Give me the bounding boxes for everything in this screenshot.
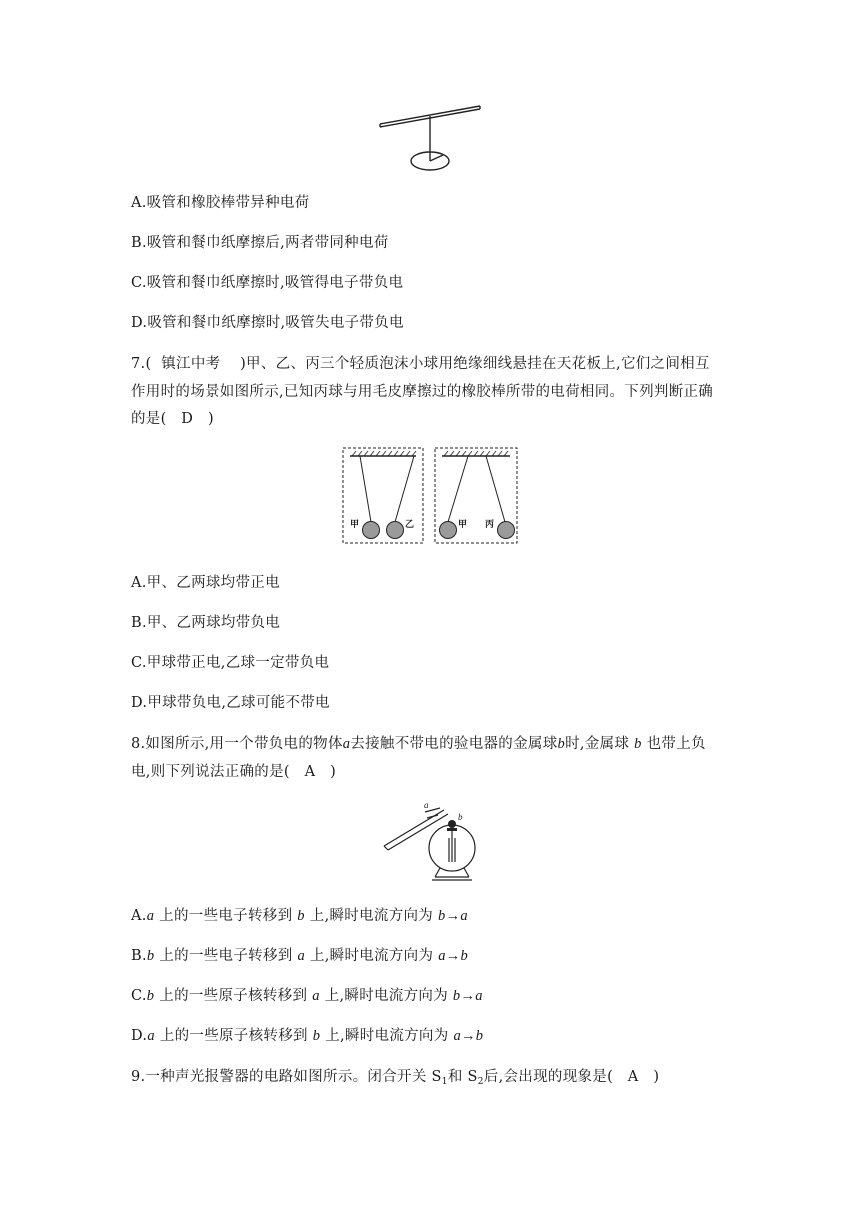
- label-b: b: [458, 812, 463, 822]
- q8-option-b: [131, 944, 468, 965]
- q8-option-b-v2: a: [297, 948, 306, 964]
- q7-stem-text: 甲、乙、丙三个轻质泡沫小球用绝缘细线悬挂在天花板上,它们之间相互: [246, 356, 710, 372]
- q7-stem-line1: [131, 352, 710, 373]
- q8-option-c: [131, 984, 483, 1005]
- q9-sub2: 2: [477, 1077, 484, 1087]
- q8-option-d-letter: D.: [131, 1028, 148, 1044]
- q7-paren-close-2: ): [207, 411, 214, 427]
- q8-option-a-v1: a: [146, 908, 155, 924]
- q8-stem-part-d: 也带上负: [646, 736, 706, 752]
- q8-option-a-post: 上,瞬时电流方向为: [309, 908, 434, 924]
- q8-option-d-v2: b: [312, 1028, 321, 1044]
- q7-number: 7.: [131, 356, 146, 372]
- q8-option-c-v2: a: [312, 988, 320, 1004]
- ball-jia-right: [440, 522, 457, 539]
- q8-option-d-v1: a: [147, 1028, 155, 1044]
- q7-stem-line2: 作用时的场景如图所示,已知丙球与用毛皮摩擦过的橡胶棒所带的电荷相同。下列判断正确: [131, 384, 714, 400]
- q8-option-a-flow: b→a: [438, 908, 468, 924]
- label-jia-left: 甲: [350, 520, 360, 530]
- ball-jia-left: [363, 522, 380, 539]
- q7-stem-line3-text: 的是(: [131, 411, 167, 427]
- q8-option-d-mid: 上的一些原子核转移到: [159, 1028, 308, 1044]
- q8-stem-part-b: 去接触不带电的验电器的金属球: [350, 736, 558, 752]
- q7-answer: D: [181, 411, 194, 427]
- q6-option-a: A.吸管和橡胶棒带异种电荷: [131, 195, 310, 211]
- q6-option-b: B.吸管和餐巾纸摩擦后,两者带同种电荷: [131, 235, 389, 251]
- q8-stem-part-c: 时,金属球: [565, 736, 630, 752]
- q8-paren-close: ): [330, 764, 337, 780]
- q8-var-b-2: b: [634, 736, 642, 752]
- ball-bing: [498, 522, 515, 539]
- q6-option-c: C.吸管和餐巾纸摩擦时,吸管得电子带负电: [131, 275, 404, 291]
- straw-stand-figure: [376, 100, 486, 175]
- metal-ball-b: [448, 820, 456, 828]
- q9-sub1: 1: [441, 1077, 448, 1087]
- q8-stem-part-a: 8.如图所示,用一个带负电的物体: [131, 736, 343, 752]
- q8-option-d-flow: a→b: [453, 1028, 484, 1044]
- q7-stem-line3: [131, 407, 214, 428]
- q8-option-a-mid: 上的一些电子转移到: [159, 908, 293, 924]
- q8-option-c-v1: b: [146, 988, 155, 1004]
- q8-option-a: [131, 904, 468, 925]
- q8-option-b-flow: a→b: [438, 948, 469, 964]
- q9-stem-mid: 和 S: [447, 1069, 478, 1085]
- q7-option-a: A.甲、乙两球均带正电: [131, 575, 280, 591]
- q8-stem-line2-text: 电,则下列说法正确的是(: [131, 764, 290, 780]
- q8-stem-line1: [131, 732, 706, 753]
- q9-stem: [131, 1065, 659, 1087]
- q8-var-b: b: [557, 736, 566, 752]
- q7-source: 镇江中考: [161, 356, 221, 372]
- q8-option-b-letter: B.: [131, 948, 147, 964]
- q8-option-d: [131, 1024, 483, 1045]
- q7-option-d: D.甲球带负电,乙球可能不带电: [131, 695, 330, 711]
- q9-paren-close: ): [653, 1069, 660, 1085]
- hanging-balls-figure: [340, 446, 520, 546]
- q8-option-b-mid: 上的一些电子转移到: [159, 948, 293, 964]
- q8-option-b-v1: b: [146, 948, 155, 964]
- label-bing: 丙: [485, 520, 495, 530]
- q9-stem-post: 后,会出现的现象是(: [483, 1069, 614, 1085]
- q8-option-b-post: 上,瞬时电流方向为: [309, 948, 434, 964]
- label-jia-right: 甲: [458, 520, 468, 530]
- q8-var-a: a: [342, 736, 351, 752]
- q9-answer: A: [627, 1069, 639, 1085]
- q8-option-a-letter: A.: [131, 908, 147, 924]
- q8-option-d-post: 上,瞬时电流方向为: [325, 1028, 449, 1044]
- q8-stem-line2: [131, 760, 336, 781]
- q7-paren-close: ): [240, 356, 247, 372]
- q6-option-d: D.吸管和餐巾纸摩擦时,吸管失电子带负电: [131, 315, 404, 331]
- q7-paren-open: (: [145, 356, 152, 372]
- label-a: a: [424, 800, 429, 810]
- q8-option-c-flow: b→a: [452, 988, 483, 1004]
- q8-option-c-mid: 上的一些原子核转移到: [159, 988, 308, 1004]
- q9-stem-pre: 9.一种声光报警器的电路如图所示。闭合开关 S: [131, 1069, 442, 1085]
- q8-option-c-letter: C.: [131, 988, 147, 1004]
- q8-answer: A: [304, 764, 316, 780]
- q8-option-a-v2: b: [297, 908, 305, 924]
- electroscope-figure: [380, 798, 480, 886]
- q8-option-c-post: 上,瞬时电流方向为: [324, 988, 448, 1004]
- label-yi: 乙: [405, 520, 415, 530]
- q7-option-b: B.甲、乙两球均带负电: [131, 615, 281, 631]
- q7-option-c: C.甲球带正电,乙球一定带负电: [131, 655, 330, 671]
- ball-yi: [387, 522, 404, 539]
